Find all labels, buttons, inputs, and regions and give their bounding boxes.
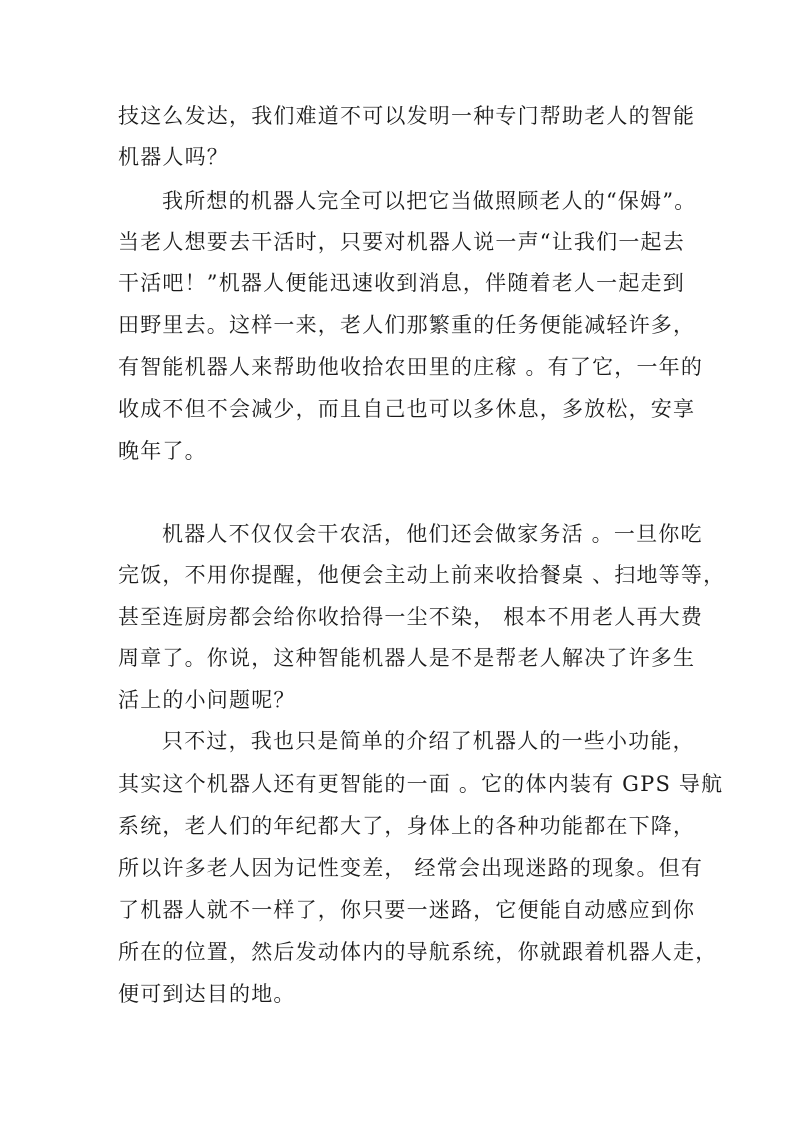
text-line: 活上的小问题呢？ [118,688,296,712]
paragraph-start-line: 我所想的机器人完全可以把它当做照顾老人的“保姆”。 [162,189,697,213]
text-line: 收成不但不会减少，而且自己也可以多休息，多放松，安享 [118,397,696,421]
text-line: 当老人想要去干活时，只要对机器人说一声“让我们一起去 [118,230,685,254]
text-line: 所在的位置，然后发动体内的导航系统，你就跟着机器人走， [118,940,718,964]
text-line: 机器人吗？ [118,145,229,169]
text-line: 其实这个机器人还有更智能的一面 。它的体内装有 GPS 导航 [118,772,724,796]
text-line: 技这么发达，我们难道不可以发明一种专门帮助老人的智能 [118,104,696,128]
text-line: 田野里去。这样一来，老人们那繁重的任务便能减轻许多， [118,313,696,337]
text-line: 完饭，不用你提醒，他便会主动上前来收拾餐桌 、扫地等等， [118,563,726,587]
text-line: 了机器人就不一样了，你只要一迷路，它便能自动感应到你 [118,898,696,922]
text-line: 周章了。你说，这种智能机器人是不是帮老人解决了许多生 [118,646,696,670]
paragraph-start-line: 只不过，我也只是简单的介绍了机器人的一些小功能， [162,729,695,753]
text-line: 甚至连厨房都会给你收拾得一尘不染， 根本不用老人再大费 [118,605,704,629]
paragraph-start-line: 机器人不仅仅会干农活，他们还会做家务活 。一旦你吃 [162,522,703,546]
text-line: 所以许多老人因为记性变差， 经常会出现迷路的现象。但有 [118,856,704,880]
text-line: 便可到达目的地。 [118,982,296,1006]
text-line: 系统，老人们的年纪都大了，身体上的各种功能都在下降， [118,814,696,838]
text-line: 晚年了。 [118,439,207,463]
text-line: 有智能机器人来帮助他收拾农田里的庄稼 。有了它，一年的 [118,355,704,379]
text-line: 干活吧！”机器人便能迅速收到消息，伴随着老人一起走到 [118,271,685,295]
